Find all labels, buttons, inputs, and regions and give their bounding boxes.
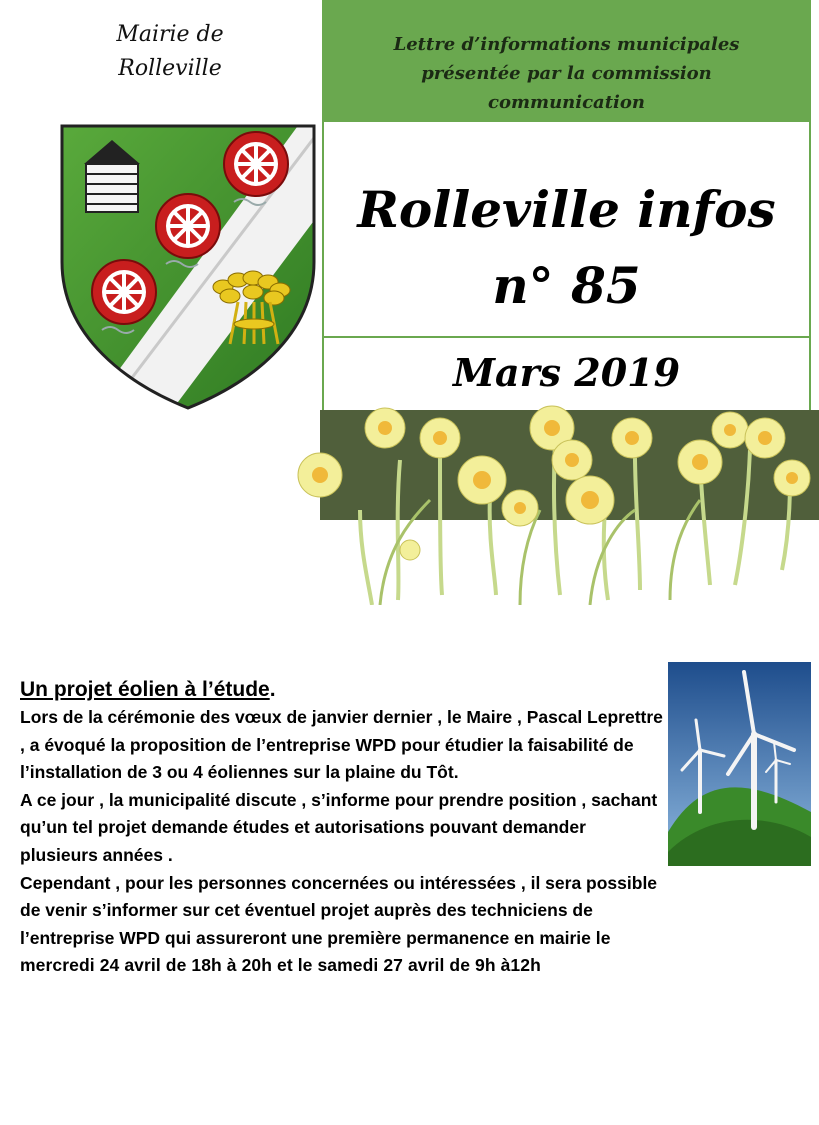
daffodil-flowers-icon <box>290 400 819 605</box>
title-line1: Rolleville infos <box>357 180 776 239</box>
title-line2: n° 85 <box>492 256 641 315</box>
banner-line2: présentée par la commission <box>421 63 712 84</box>
issue-date: Mars 2019 <box>452 350 681 395</box>
article-heading <box>20 676 665 704</box>
article-title-dot: . <box>269 678 276 701</box>
article-paragraph-1: Lors de la cérémonie des vœux de janvier dernier , le Maire , Pascal Leprettre , a évoqué la proposition de l’entreprise WPD pour étudier la faisabilité de l’installation de 3 ou 4 éoliennes sur la plaine du Tôt. <box>20 707 663 783</box>
article <box>20 676 665 980</box>
mairie-label <box>100 18 240 86</box>
banner-line1: Lettre d’informations municipales <box>393 34 740 55</box>
article-paragraph-2: A ce jour , la municipalité discute , s’informe pour prendre position , sachant qu’un tel projet demande études et autorisations pouvant demander plusieurs années . <box>20 789 658 865</box>
title-box <box>322 122 811 338</box>
banner-text <box>322 30 811 117</box>
subtitle-banner <box>322 0 811 122</box>
article-paragraph-3-text: Cependant , pour les personnes concernées ou intéressées , il sera possible de venir s’informer sur cet éventuel projet auprès des techniciens de l’entreprise WPD qui assureront une première permanence en mairie <box>20 872 658 948</box>
mairie-line2: Rolleville <box>118 56 222 81</box>
coat-of-arms-icon <box>58 122 318 412</box>
article-paragraph-3 <box>20 870 665 980</box>
wind-turbine-icon <box>668 662 811 866</box>
article-title: Un projet éolien à l’étude <box>20 678 270 701</box>
banner-line3: communication <box>488 92 645 113</box>
permanence-dates: le mercredi 24 avril de 18h à 20h et le samedi 27 avril de 9h à12h <box>20 927 611 976</box>
mairie-line1: Mairie de <box>116 22 224 47</box>
newsletter-title <box>324 172 809 324</box>
